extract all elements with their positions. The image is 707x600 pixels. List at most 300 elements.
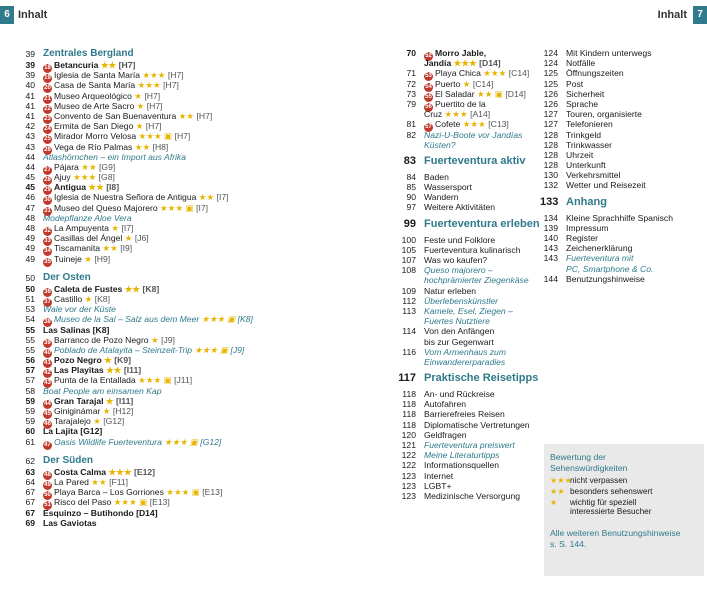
map-grid-ref: [K8] xyxy=(237,314,253,325)
sight-number-badge: 54 xyxy=(425,83,432,90)
entry-text: Zentrales Bergland xyxy=(43,48,134,59)
sight-number-badge: 34 xyxy=(44,248,51,255)
entry-title xyxy=(424,460,499,470)
page-number: 132 xyxy=(543,180,558,191)
page-number: 144 xyxy=(543,273,558,284)
page-number: 124 xyxy=(543,48,558,58)
page-number: 43 xyxy=(25,141,35,152)
toc-entry xyxy=(17,80,262,90)
entry-text: Pozo Negro xyxy=(54,355,102,366)
star-icon: ★★★ xyxy=(550,476,573,485)
entry-text: Las Salinas [K8] xyxy=(43,324,110,335)
sight-number-badge: 33 xyxy=(44,238,51,245)
sight-number-badge: 31 xyxy=(44,207,51,214)
toc-entry xyxy=(17,355,262,365)
star-icon: ★★★ ▣ xyxy=(138,375,172,386)
entry-text: Praktische Reisetipps xyxy=(424,372,539,385)
star-icon: ★★ xyxy=(91,476,107,487)
star-icon: ★ xyxy=(462,78,471,89)
page-number: 127 xyxy=(543,119,558,130)
entry-text: Trinkgeld xyxy=(566,129,602,140)
toc-entry xyxy=(398,235,538,245)
entry-title xyxy=(424,245,521,255)
legend-note-line-1: Alle weiteren Benutzungshinweise xyxy=(550,528,681,538)
toc-entry xyxy=(17,426,262,436)
toc-entry xyxy=(17,365,262,375)
sight-number-badge: 43 xyxy=(44,380,51,387)
entry-text: Giniginámar xyxy=(54,406,101,416)
page-number: 118 xyxy=(402,389,416,400)
legend-label: besonders sehenswert xyxy=(570,487,653,496)
rating-legend-box xyxy=(544,444,704,576)
entry-text: Medizinische Versorgung xyxy=(424,490,521,501)
star-icon: ★★ xyxy=(88,182,104,193)
map-grid-ref: [H7] xyxy=(118,60,136,70)
entry-text: Museo del Queso Majorero xyxy=(54,202,158,213)
entry-text: Zeichenerklärung xyxy=(566,243,633,254)
entry-title xyxy=(566,79,583,89)
star-icon: ★★★ xyxy=(462,119,486,130)
page-number: 123 xyxy=(401,490,416,501)
entry-text: Puerto xyxy=(435,78,461,89)
star-icon: ★★★ ▣ xyxy=(160,202,194,213)
toc-entry xyxy=(398,306,538,316)
toc-entry xyxy=(17,396,262,406)
star-icon: ★★★ ▣ xyxy=(138,131,173,142)
toc-entry xyxy=(398,119,538,129)
page-number: 83 xyxy=(403,154,416,167)
entry-text: Gran Tarajal xyxy=(54,395,104,406)
entry-title xyxy=(566,89,604,99)
toc-entry xyxy=(540,264,705,274)
page-number: 57 xyxy=(25,375,35,386)
page-number: 39 xyxy=(25,49,35,59)
sight-number-badge: 30 xyxy=(44,197,51,204)
entry-text: Las Gaviotas xyxy=(43,517,97,528)
page-number: 61 xyxy=(25,436,35,447)
entry-text: Morro Jable, xyxy=(435,48,487,58)
star-icon: ★ xyxy=(84,253,92,264)
entry-title xyxy=(566,274,645,284)
page-number: 90 xyxy=(406,192,416,203)
map-grid-ref: [H7] xyxy=(196,110,213,121)
entry-text: Iglesia de Nuestra Señora de Antigua xyxy=(54,192,197,203)
toc-entry xyxy=(398,420,538,430)
entry-title xyxy=(43,304,116,314)
page-number: 127 xyxy=(543,109,558,120)
page-number: 69 xyxy=(25,517,35,528)
sight-number-badge: 28 xyxy=(44,177,51,184)
map-grid-ref: [I11] xyxy=(116,395,134,406)
sight-number-badge: 37 xyxy=(44,298,51,305)
page-number: 125 xyxy=(543,68,558,79)
entry-text: Der Osten xyxy=(43,271,91,283)
toc-entry xyxy=(17,467,262,477)
page-number: 84 xyxy=(406,171,416,182)
toc-entry xyxy=(540,89,705,99)
sight-number-badge: 38 xyxy=(44,319,51,326)
entry-text: Post xyxy=(566,78,584,89)
map-grid-ref: [C14] xyxy=(472,78,494,89)
entry-title xyxy=(566,160,606,170)
star-icon: ★★ xyxy=(106,365,122,376)
legend-title-line-2: Sehenswürdigkeiten xyxy=(550,463,628,473)
star-icon: ★★ xyxy=(198,192,215,203)
entry-title xyxy=(566,180,646,190)
entry-text: Kleine Sprachhilfe Spanisch xyxy=(566,212,674,223)
entry-text: Playa Barca – Los Gorriones xyxy=(54,487,164,498)
entry-text: Fuerteventura mit xyxy=(566,253,634,264)
map-grid-ref: [J6] xyxy=(134,233,149,244)
entry-text: Öffnungszeiten xyxy=(566,68,624,79)
entry-text: Museo de Arte Sacro xyxy=(54,100,135,111)
toc-entry xyxy=(398,130,538,140)
map-grid-ref: [H7] xyxy=(163,80,179,91)
entry-title xyxy=(566,119,613,129)
entry-text: Feste und Folklore xyxy=(424,234,496,245)
entry-text: LGBT+ xyxy=(424,480,452,491)
toc-entry xyxy=(398,430,538,440)
toc-entry xyxy=(398,265,538,275)
entry-text: Meine Literaturtipps xyxy=(424,450,500,461)
toc-entry xyxy=(398,99,538,109)
toc-entry xyxy=(17,172,262,182)
toc-entry xyxy=(17,345,262,355)
entry-text: Oasis Wildlife Fuerteventura xyxy=(54,436,162,447)
toc-entry xyxy=(17,182,262,192)
entry-title xyxy=(424,440,515,450)
entry-text: Tiscamanita xyxy=(54,243,101,254)
right-page-number: 7 xyxy=(693,6,707,24)
sight-number-badge: 47 xyxy=(44,441,51,448)
map-grid-ref: [K8] xyxy=(142,283,160,294)
entry-text: Wale vor der Küste xyxy=(43,304,116,315)
entry-text: Pájara xyxy=(54,161,79,172)
entry-text: Risco del Paso xyxy=(54,497,112,508)
page-number: 51 xyxy=(25,293,35,304)
page-number: 54 xyxy=(25,314,35,325)
map-grid-ref: [I11] xyxy=(123,365,142,376)
entry-title xyxy=(566,130,601,140)
toc-entry xyxy=(398,48,538,58)
toc-entry xyxy=(17,487,262,497)
page-number: 114 xyxy=(402,326,416,337)
entry-text: Tarajalejo xyxy=(54,416,91,427)
entry-text: Küsten? xyxy=(424,139,456,150)
star-icon: ★★ xyxy=(124,283,141,294)
toc-entry xyxy=(398,202,538,212)
map-grid-ref: [H8] xyxy=(152,141,169,152)
page-number: 49 xyxy=(25,233,35,244)
entry-title xyxy=(566,170,620,180)
legend-label: interessierte Besucher xyxy=(570,507,652,516)
page-number: 116 xyxy=(402,346,416,357)
entry-title xyxy=(424,213,540,235)
toc-entry xyxy=(17,284,262,294)
page-number: 56 xyxy=(25,355,35,366)
legend-item xyxy=(550,475,627,485)
entry-text: La Lajita [G12] xyxy=(43,426,103,437)
entry-title xyxy=(424,337,494,347)
page-number: 143 xyxy=(543,253,558,264)
entry-text: Costa Calma xyxy=(54,466,107,477)
right-page-title: Inhalt xyxy=(657,9,687,21)
entry-title xyxy=(424,172,449,182)
entry-title xyxy=(43,272,91,284)
toc-entry xyxy=(398,471,538,481)
toc-entry xyxy=(17,325,262,335)
toc-entry xyxy=(398,89,538,99)
toc-entry xyxy=(17,437,262,447)
page-number: 105 xyxy=(401,244,416,255)
sight-number-badge: 46 xyxy=(44,421,51,428)
toc-entry xyxy=(540,140,705,150)
toc-entry xyxy=(17,142,262,152)
map-grid-ref: [G12] xyxy=(200,436,222,447)
page-header xyxy=(0,0,707,24)
entry-title xyxy=(424,265,493,275)
page-number: 128 xyxy=(543,139,558,150)
page-number: 55 xyxy=(25,334,35,345)
entry-text: Ajuy xyxy=(54,172,71,183)
legend-item xyxy=(550,507,651,516)
entry-text: Sicherheit xyxy=(566,88,605,99)
toc-entry xyxy=(398,286,538,296)
map-grid-ref: [J11] xyxy=(174,375,193,386)
page-number: 72 xyxy=(406,78,416,89)
toc-entry xyxy=(17,497,262,507)
page-number: 140 xyxy=(543,233,558,243)
page-number: 126 xyxy=(543,88,558,99)
map-grid-ref: [F11] xyxy=(109,476,129,487)
entry-text: Sprache xyxy=(566,98,599,109)
entry-text: Esquinzo – Butihondo [D14] xyxy=(43,507,158,518)
entry-title xyxy=(43,508,158,518)
entry-text: Notfälle xyxy=(566,58,596,69)
entry-text: La Ampuyenta xyxy=(54,223,109,233)
entry-title xyxy=(43,437,221,450)
page-number: 59 xyxy=(25,406,35,416)
star-icon: ★★ xyxy=(102,243,118,254)
entry-title xyxy=(566,243,632,253)
toc-entry xyxy=(398,409,538,419)
map-grid-ref: [I8] xyxy=(106,182,120,193)
legend-label: nicht verpassen xyxy=(570,476,628,485)
map-grid-ref: [E13] xyxy=(149,497,170,508)
page-number: 44 xyxy=(25,161,35,172)
toc-entry xyxy=(17,111,262,121)
page-number: 55 xyxy=(25,324,35,335)
page-number: 53 xyxy=(25,304,35,315)
legend-item xyxy=(550,486,652,496)
page-number: 118 xyxy=(402,419,416,430)
entry-text: Informationsquellen xyxy=(424,460,500,471)
entry-title xyxy=(424,192,459,202)
sight-number-badge: 44 xyxy=(44,400,51,407)
map-grid-ref: [H7] xyxy=(145,121,162,132)
toc-entry xyxy=(17,406,262,416)
entry-text: Uhrzeit xyxy=(566,149,594,160)
map-grid-ref: [D14] xyxy=(505,88,526,99)
star-icon: ★★★ ▣ xyxy=(113,497,148,508)
toc-section-heading xyxy=(398,213,538,235)
page-number: 41 xyxy=(25,100,35,111)
entry-text: Überlebenskünstler xyxy=(424,295,499,306)
toc-entry xyxy=(17,131,262,141)
toc-entry xyxy=(540,130,705,140)
toc-entry xyxy=(540,213,705,223)
map-grid-ref: [C14] xyxy=(508,68,530,79)
page-number: 100 xyxy=(401,234,416,245)
sight-number-badge: 42 xyxy=(44,370,51,377)
page-number: 67 xyxy=(25,507,35,518)
entry-text: Fuerteventura kulinarisch xyxy=(424,244,521,255)
map-grid-ref: [H9] xyxy=(94,253,111,264)
entry-text: Punta de la Entallada xyxy=(54,375,136,386)
star-icon: ★★★ ▣ xyxy=(164,436,198,447)
sight-number-badge: 25 xyxy=(44,136,51,143)
entry-text: Telefonieren xyxy=(566,119,613,130)
map-grid-ref: [I7] xyxy=(216,192,229,203)
toc-entry xyxy=(540,109,705,119)
entry-text: Einwandererparadies xyxy=(424,356,506,367)
sight-number-badge: 51 xyxy=(44,502,51,509)
entry-text: bis zur Gegenwart xyxy=(424,336,494,347)
page-number: 64 xyxy=(25,476,35,487)
toc-entry xyxy=(398,337,538,347)
map-grid-ref: [E13] xyxy=(202,487,223,498)
map-grid-ref: [I9] xyxy=(120,243,133,254)
sight-number-badge: 56 xyxy=(425,103,432,110)
entry-text: Internet xyxy=(424,470,454,481)
entry-text: Casillas del Ángel xyxy=(54,233,123,244)
entry-text: Boat People am einsamen Kap xyxy=(43,385,162,396)
page-number: 123 xyxy=(401,470,416,481)
entry-text: Fuerteventura preiswert xyxy=(424,440,515,450)
page-number: 124 xyxy=(543,58,558,69)
toc-entry xyxy=(398,491,538,501)
page-number: 85 xyxy=(406,182,416,193)
star-icon: ★★★ xyxy=(142,70,166,81)
map-grid-ref: [G9] xyxy=(99,161,116,172)
entry-text: Las Playitas xyxy=(54,365,104,376)
entry-text: Museo de la Sal – Salz aus dem Meer xyxy=(54,314,200,325)
star-icon: ★★ xyxy=(178,110,195,121)
entry-text: Atlashörnchen – ein Import aus Afrika xyxy=(43,151,186,162)
toc-section-heading xyxy=(17,455,262,467)
sight-number-badge: 50 xyxy=(44,492,51,499)
entry-title xyxy=(43,213,132,223)
sight-number-badge: 45 xyxy=(44,411,51,417)
entry-title xyxy=(424,255,487,265)
star-icon: ★ xyxy=(150,334,159,345)
page-number: 59 xyxy=(25,416,35,427)
page-number: 118 xyxy=(402,399,416,410)
page-number: 39 xyxy=(25,70,35,81)
entry-title xyxy=(43,455,93,467)
sight-number-badge: 24 xyxy=(44,126,51,133)
entry-text: Register xyxy=(566,233,598,243)
entry-text: Der Süden xyxy=(43,454,94,466)
toc-entry xyxy=(540,253,705,263)
toc-entry xyxy=(17,243,262,253)
map-grid-ref: [G12] xyxy=(103,416,125,427)
entry-title xyxy=(424,491,520,501)
entry-text: Impressum xyxy=(566,222,609,233)
map-grid-ref: [H7] xyxy=(146,100,163,111)
entry-text: Von den Anfängen xyxy=(424,326,495,337)
map-grid-ref: [A14] xyxy=(470,109,491,120)
toc-column-2 xyxy=(398,48,538,501)
toc-entry xyxy=(17,152,262,162)
entry-title xyxy=(566,48,652,58)
toc-entry xyxy=(540,180,705,190)
entry-text: Baden xyxy=(424,171,449,182)
toc-entry xyxy=(540,150,705,160)
sight-number-badge: 20 xyxy=(44,85,51,92)
page-number: 122 xyxy=(401,460,416,471)
toc-entry xyxy=(398,68,538,78)
page-number: 82 xyxy=(406,129,416,140)
entry-title xyxy=(424,235,495,245)
entry-text: Wetter und Reisezeit xyxy=(566,180,646,191)
star-icon: ★ xyxy=(102,406,111,416)
star-icon: ★★★ xyxy=(444,109,468,120)
page-number: 125 xyxy=(543,78,558,89)
entry-text: Weitere Aktivitäten xyxy=(424,202,496,213)
page-number: 121 xyxy=(401,440,416,450)
sight-number-badge: 21 xyxy=(44,95,51,102)
toc-entry xyxy=(398,172,538,182)
page-number: 71 xyxy=(406,68,416,79)
star-icon: ★ xyxy=(104,355,112,366)
entry-text: Jandía xyxy=(424,58,452,69)
toc-entry xyxy=(17,416,262,426)
map-grid-ref: [H7] xyxy=(174,131,191,142)
page-number: 50 xyxy=(25,272,35,283)
entry-title xyxy=(566,99,598,109)
entry-text: Mirador Morro Velosa xyxy=(54,131,137,142)
toc-entry xyxy=(17,91,262,101)
toc-entry xyxy=(17,223,262,233)
star-icon: ★★★ ▣ xyxy=(166,487,200,498)
page-number: 118 xyxy=(402,409,416,420)
map-grid-ref: [I7] xyxy=(196,202,209,213)
entry-text: Poblado de Atalayita – Steinzeit-Trip xyxy=(54,344,193,355)
page-number: 39 xyxy=(25,60,35,70)
star-icon: ★★★ xyxy=(108,466,132,477)
map-grid-ref: [E12] xyxy=(133,466,155,477)
toc-entry xyxy=(17,101,262,111)
toc-entry xyxy=(17,335,262,345)
map-grid-ref: [H12] xyxy=(112,406,134,416)
page-number: 128 xyxy=(543,160,558,171)
toc-entry xyxy=(17,162,262,172)
page-number: 120 xyxy=(401,429,416,440)
star-icon: ★★★ xyxy=(73,172,97,183)
toc-entry xyxy=(17,294,262,304)
sight-number-badge: 49 xyxy=(44,481,51,488)
map-grid-ref: [G8] xyxy=(98,172,115,183)
page-number: 99 xyxy=(403,217,416,230)
toc-entry xyxy=(398,347,538,357)
toc-entry xyxy=(540,48,705,58)
page-number: 41 xyxy=(25,90,35,101)
sight-number-badge: 53 xyxy=(425,73,432,80)
entry-text: hochprämierter Ziegenkäse xyxy=(424,275,529,286)
entry-text: Wandern xyxy=(424,192,459,203)
entry-text: Kamele, Esel, Ziegen – xyxy=(424,305,513,316)
